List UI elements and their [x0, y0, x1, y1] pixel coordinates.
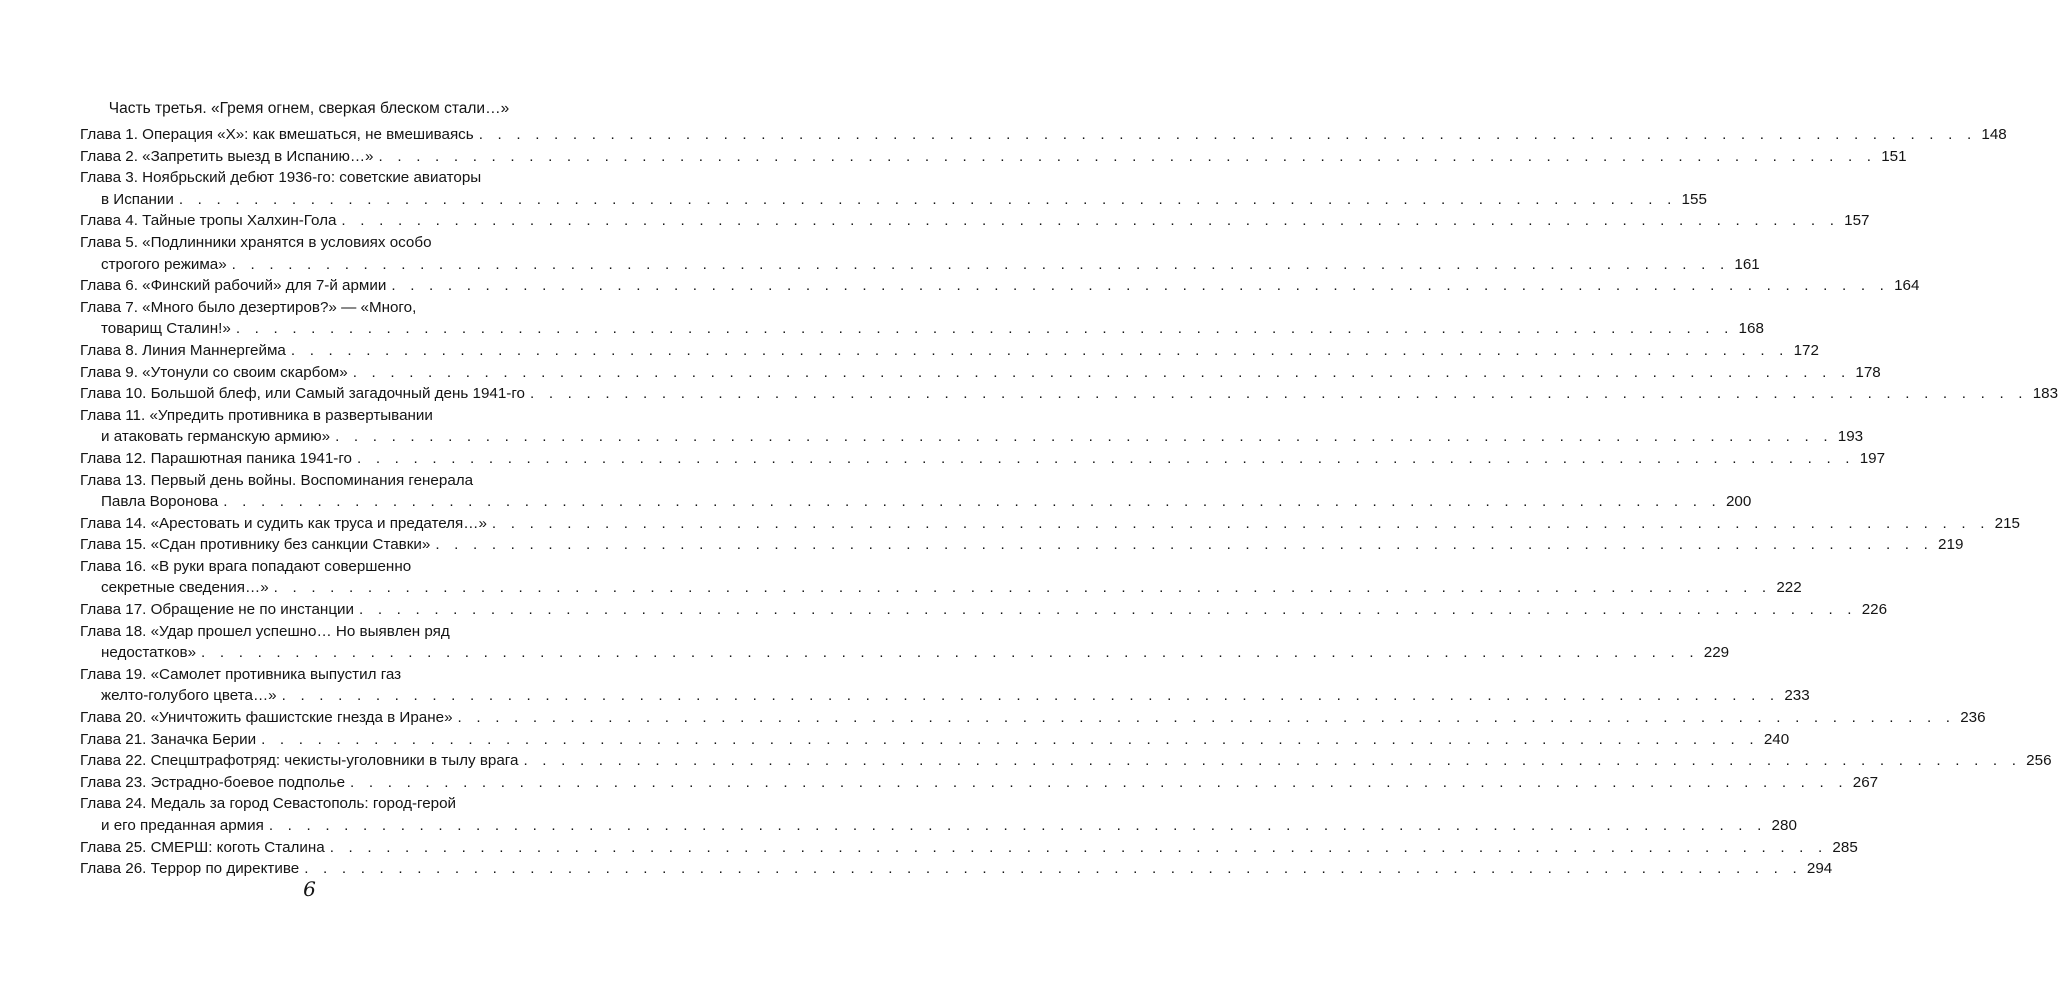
- dot-leader: . . . . . . . . . . . . . . . . . . . . . . . . . . . . . . . . . . . . . . . . . . . . . . . . . . . . . . . . . . . . . . . . . . . . . . . . . . . . . . . .: [290, 341, 1789, 359]
- toc-entry-continuation: [80, 318, 1764, 340]
- toc-entry: [80, 210, 1870, 232]
- toc-page-number: 240: [1763, 730, 1790, 748]
- dot-leader: . . . . . . . . . . . . . . . . . . . . . . . . . . . . . . . . . . . . . . . . . . . . . . . . . . . . . . . . . . . . . . . . . . . . . . . . . . . . . . . .: [530, 385, 2028, 403]
- toc-page-number: 236: [1960, 709, 1986, 727]
- toc-entry: [80, 556, 538, 578]
- toc-entry: [80, 383, 2058, 405]
- toc-entry-title: Глава 9. «Утонули со своим скарбом»: [80, 363, 348, 381]
- toc-entry-title: Глава 7. «Много было дезертиров?» — «Много,: [80, 298, 417, 316]
- toc-page-number: 155: [1681, 190, 1707, 208]
- dot-leader: . . . . . . . . . . . . . . . . . . . . . . . . . . . . . . . . . . . . . . . . . . . . . . . . . . . . . . . . . . . . . . . . . . . . . . . . . . . . . . . .: [478, 126, 1977, 143]
- toc-entry-title: Глава 18. «Удар прошел успешно… Но выявлен ряд: [80, 622, 450, 640]
- dot-leader: . . . . . . . . . . . . . . . . . . . . . . . . . . . . . . . . . . . . . . . . . . . . . . . . . . . . . . . . . . . . . . . . . . . . . . . . . . . . . . . .: [273, 579, 1772, 597]
- toc-entry-title: Глава 2. «Запретить выезд в Испанию…»: [80, 147, 374, 165]
- toc-entry-continuation: [80, 577, 1802, 599]
- toc-page-number: 161: [1734, 255, 1760, 273]
- toc-entry: [80, 232, 538, 254]
- dot-leader: . . . . . . . . . . . . . . . . . . . . . . . . . . . . . . . . . . . . . . . . . . . . . . . . . . . . . . . . . . . . . . . . . . . . . . . . . . . . . . . .: [201, 644, 1699, 662]
- toc-page-number: 285: [1832, 838, 1858, 856]
- dot-leader: . . . . . . . . . . . . . . . . . . . . . . . . . . . . . . . . . . . . . . . . . . . . . . . . . . . . . . . . . . . . . . . . . . . . . . . . . . . . . . . .: [435, 536, 1934, 554]
- dot-leader: . . . . . . . . . . . . . . . . . . . . . . . . . . . . . . . . . . . . . . . . . . . . . . . . . . . . . . . . . . . . . . . . . . . . . . . . . . . . . . . .: [350, 773, 1848, 791]
- dot-leader: . . . . . . . . . . . . . . . . . . . . . . . . . . . . . . . . . . . . . . . . . . . . . . . . . . . . . . . . . . . . . . . . . . . . . . . . . . . . . . . .: [357, 449, 1855, 467]
- toc-page-number: 197: [1859, 449, 1886, 467]
- dot-leader: . . . . . . . . . . . . . . . . . . . . . . . . . . . . . . . . . . . . . . . . . . . . . . . . . . . . . . . . . . . . . . . . . . . . . . . . . . . . . . . .: [341, 212, 1840, 230]
- toc-entry: [80, 513, 2020, 535]
- toc-page-number: 148: [1981, 126, 2007, 143]
- toc-page-number: 229: [1703, 644, 1730, 662]
- toc-entry-title: Глава 5. «Подлинники хранятся в условиях особо: [80, 233, 432, 251]
- toc-entry-title: Глава 22. Спецштрафотряд: чекисты-уголовники в тылу врага: [80, 752, 519, 770]
- toc-page-number: 219: [1938, 536, 1964, 554]
- toc-page-number: 233: [1784, 687, 1810, 705]
- toc-entry-title: Глава 15. «Сдан противнику без санкции Ставки»: [80, 536, 431, 554]
- toc-entry: [80, 340, 1819, 362]
- toc-entry: [80, 664, 538, 686]
- toc-page-number: 183: [2032, 385, 2058, 403]
- toc-entry-title: и его преданная армия: [101, 817, 264, 834]
- toc-entry-title: и атаковать германскую армию»: [101, 428, 331, 446]
- toc-page-number: 164: [1894, 277, 1920, 295]
- toc-entry-continuation: [80, 426, 1864, 448]
- toc-page-number: 157: [1844, 212, 1870, 230]
- toc-entry-continuation: [80, 685, 1810, 707]
- toc-entry: [80, 599, 1888, 621]
- toc-page-number: 280: [1771, 817, 1797, 834]
- toc-entry-continuation: [80, 189, 1707, 211]
- toc-entry-title: Глава 11. «Упредить противника в развертывании: [80, 406, 433, 424]
- dot-leader: . . . . . . . . . . . . . . . . . . . . . . . . . . . . . . . . . . . . . . . . . . . . . . . . . . . . . . . . . . . . . . . . . . . . . . . . . . . . . . . .: [178, 190, 1677, 208]
- dot-leader: . . . . . . . . . . . . . . . . . . . . . . . . . . . . . . . . . . . . . . . . . . . . . . . . . . . . . . . . . . . . . . . . . . . . . . . . . . . . . . . .: [261, 730, 1759, 748]
- toc-entry-title: Глава 25. СМЕРШ: коготь Сталина: [80, 838, 325, 856]
- toc-entry: [80, 297, 538, 319]
- toc-entry-title: Глава 12. Парашютная паника 1941-го: [80, 449, 352, 467]
- dot-leader: . . . . . . . . . . . . . . . . . . . . . . . . . . . . . . . . . . . . . . . . . . . . . . . . . . . . . . . . . . . . . . . . . . . . . . . . . . . . . . . .: [523, 752, 2022, 770]
- toc-entry-title: Глава 1. Операция «Х»: как вмешаться, не вмешиваясь: [80, 126, 474, 143]
- dot-leader: . . . . . . . . . . . . . . . . . . . . . . . . . . . . . . . . . . . . . . . . . . . . . . . . . . . . . . . . . . . . . . . . . . . . . . . . . . . . . . . .: [457, 709, 1956, 727]
- part-heading: Часть третья. «Гремя огнем, сверкая блеском стали…»: [108, 100, 510, 117]
- toc-page-number: 200: [1725, 493, 1752, 511]
- toc-entry: [80, 275, 1920, 297]
- toc-entry-title: недостатков»: [101, 644, 197, 662]
- dot-leader: . . . . . . . . . . . . . . . . . . . . . . . . . . . . . . . . . . . . . . . . . . . . . . . . . . . . . . . . . . . . . . . . . . . . . . . . . . . . . . . .: [268, 817, 1767, 834]
- toc-entry: [80, 470, 538, 492]
- toc-entry: [80, 362, 1881, 384]
- toc-entry-title: Глава 20. «Уничтожить фашистские гнезда в Иране»: [80, 709, 453, 727]
- toc-page-number: 151: [1881, 147, 1907, 165]
- dot-leader: . . . . . . . . . . . . . . . . . . . . . . . . . . . . . . . . . . . . . . . . . . . . . . . . . . . . . . . . . . . . . . . . . . . . . . . . . . . . . . . .: [391, 277, 1890, 295]
- toc-entry-title: Глава 24. Медаль за город Севастополь: город-герой: [80, 795, 457, 813]
- toc-entry: [80, 448, 1886, 470]
- toc-page-number: 168: [1738, 320, 1764, 338]
- toc-entry-title: Глава 26. Террор по директиве: [80, 860, 300, 878]
- toc-entry-title: Глава 13. Первый день войны. Воспоминания генерала: [80, 471, 474, 489]
- toc-entry: [80, 124, 2007, 146]
- toc-entry-title: Глава 4. Тайные тропы Халхин-Гола: [80, 212, 337, 230]
- toc-entry: [80, 405, 538, 427]
- dot-leader: . . . . . . . . . . . . . . . . . . . . . . . . . . . . . . . . . . . . . . . . . . . . . . . . . . . . . . . . . . . . . . . . . . . . . . . . . . . . . . . .: [223, 493, 1721, 511]
- toc-entry-title: строгого режима»: [101, 255, 227, 273]
- toc-entry-title: Глава 16. «В руки врага попадают совершенно: [80, 557, 412, 575]
- dot-leader: . . . . . . . . . . . . . . . . . . . . . . . . . . . . . . . . . . . . . . . . . . . . . . . . . . . . . . . . . . . . . . . . . . . . . . . . . . . . . . . .: [491, 514, 1990, 532]
- toc-entry-title: Павла Воронова: [101, 493, 219, 511]
- toc-entry-continuation: [80, 815, 1797, 837]
- toc-entry-continuation: [80, 491, 1752, 513]
- page-number: 6: [303, 877, 316, 901]
- dot-leader: . . . . . . . . . . . . . . . . . . . . . . . . . . . . . . . . . . . . . . . . . . . . . . . . . . . . . . . . . . . . . . . . . . . . . . . . . . . . . . . .: [231, 255, 1730, 273]
- toc-entry-title: секретные сведения…»: [101, 579, 269, 597]
- dot-leader: . . . . . . . . . . . . . . . . . . . . . . . . . . . . . . . . . . . . . . . . . . . . . . . . . . . . . . . . . . . . . . . . . . . . . . . . . . . . . . . .: [352, 363, 1851, 381]
- table-of-contents: [80, 124, 2058, 880]
- toc-entry-continuation: [80, 642, 1730, 664]
- toc-entry-title: в Испании: [101, 190, 174, 208]
- toc-page-number: 294: [1806, 860, 1833, 878]
- toc-page-number: 267: [1852, 773, 1879, 791]
- toc-entry: [80, 729, 1790, 751]
- toc-entry-title: Глава 14. «Арестовать и судить как труса и предателя…»: [80, 514, 487, 532]
- toc-entry: [80, 621, 538, 643]
- toc-entry-title: Глава 19. «Самолет противника выпустил газ: [80, 665, 402, 683]
- toc-entry-title: товарищ Сталин!»: [101, 320, 231, 338]
- toc-entry: [80, 146, 1907, 168]
- toc-page-number: 178: [1855, 363, 1881, 381]
- toc-entry-title: Глава 3. Ноябрьский дебют 1936-го: советские авиаторы: [80, 169, 482, 187]
- toc-entry-title: Глава 21. Заначка Берии: [80, 730, 257, 748]
- toc-entry: [80, 750, 2052, 772]
- toc-page-number: 226: [1861, 601, 1888, 619]
- toc-page-number: 256: [2026, 752, 2052, 770]
- toc-entry: [80, 837, 1858, 859]
- dot-leader: . . . . . . . . . . . . . . . . . . . . . . . . . . . . . . . . . . . . . . . . . . . . . . . . . . . . . . . . . . . . . . . . . . . . . . . . . . . . . . . .: [378, 147, 1877, 165]
- toc-entry: [80, 793, 538, 815]
- toc-entry-title: Глава 10. Большой блеф, или Самый загадочный день 1941-го: [80, 385, 525, 403]
- dot-leader: . . . . . . . . . . . . . . . . . . . . . . . . . . . . . . . . . . . . . . . . . . . . . . . . . . . . . . . . . . . . . . . . . . . . . . . . . . . . . . . .: [329, 838, 1828, 856]
- dot-leader: . . . . . . . . . . . . . . . . . . . . . . . . . . . . . . . . . . . . . . . . . . . . . . . . . . . . . . . . . . . . . . . . . . . . . . . . . . . . . . . .: [304, 860, 1802, 878]
- toc-entry-title: Глава 8. Линия Маннергейма: [80, 341, 286, 359]
- toc-page-number: 215: [1994, 514, 2020, 532]
- toc-page-number: 222: [1776, 579, 1802, 597]
- toc-page-number: 193: [1837, 428, 1864, 446]
- dot-leader: . . . . . . . . . . . . . . . . . . . . . . . . . . . . . . . . . . . . . . . . . . . . . . . . . . . . . . . . . . . . . . . . . . . . . . . . . . . . . . . .: [335, 428, 1833, 446]
- toc-entry-title: желто-голубого цвета…»: [101, 687, 277, 705]
- toc-entry: [80, 534, 1964, 556]
- toc-entry: [80, 772, 1879, 794]
- toc-entry-continuation: [80, 254, 1760, 276]
- toc-entry: [80, 167, 538, 189]
- toc-page-number: 172: [1793, 341, 1819, 359]
- toc-entry-title: Глава 23. Эстрадно-боевое подполье: [80, 773, 346, 791]
- dot-leader: . . . . . . . . . . . . . . . . . . . . . . . . . . . . . . . . . . . . . . . . . . . . . . . . . . . . . . . . . . . . . . . . . . . . . . . . . . . . . . . .: [358, 601, 1857, 619]
- toc-entry-title: Глава 17. Обращение не по инстанции: [80, 601, 354, 619]
- dot-leader: . . . . . . . . . . . . . . . . . . . . . . . . . . . . . . . . . . . . . . . . . . . . . . . . . . . . . . . . . . . . . . . . . . . . . . . . . . . . . . . .: [281, 687, 1780, 705]
- dot-leader: . . . . . . . . . . . . . . . . . . . . . . . . . . . . . . . . . . . . . . . . . . . . . . . . . . . . . . . . . . . . . . . . . . . . . . . . . . . . . . . .: [235, 320, 1734, 338]
- toc-entry-title: Глава 6. «Финский рабочий» для 7-й армии: [80, 277, 387, 295]
- toc-entry: [80, 707, 1986, 729]
